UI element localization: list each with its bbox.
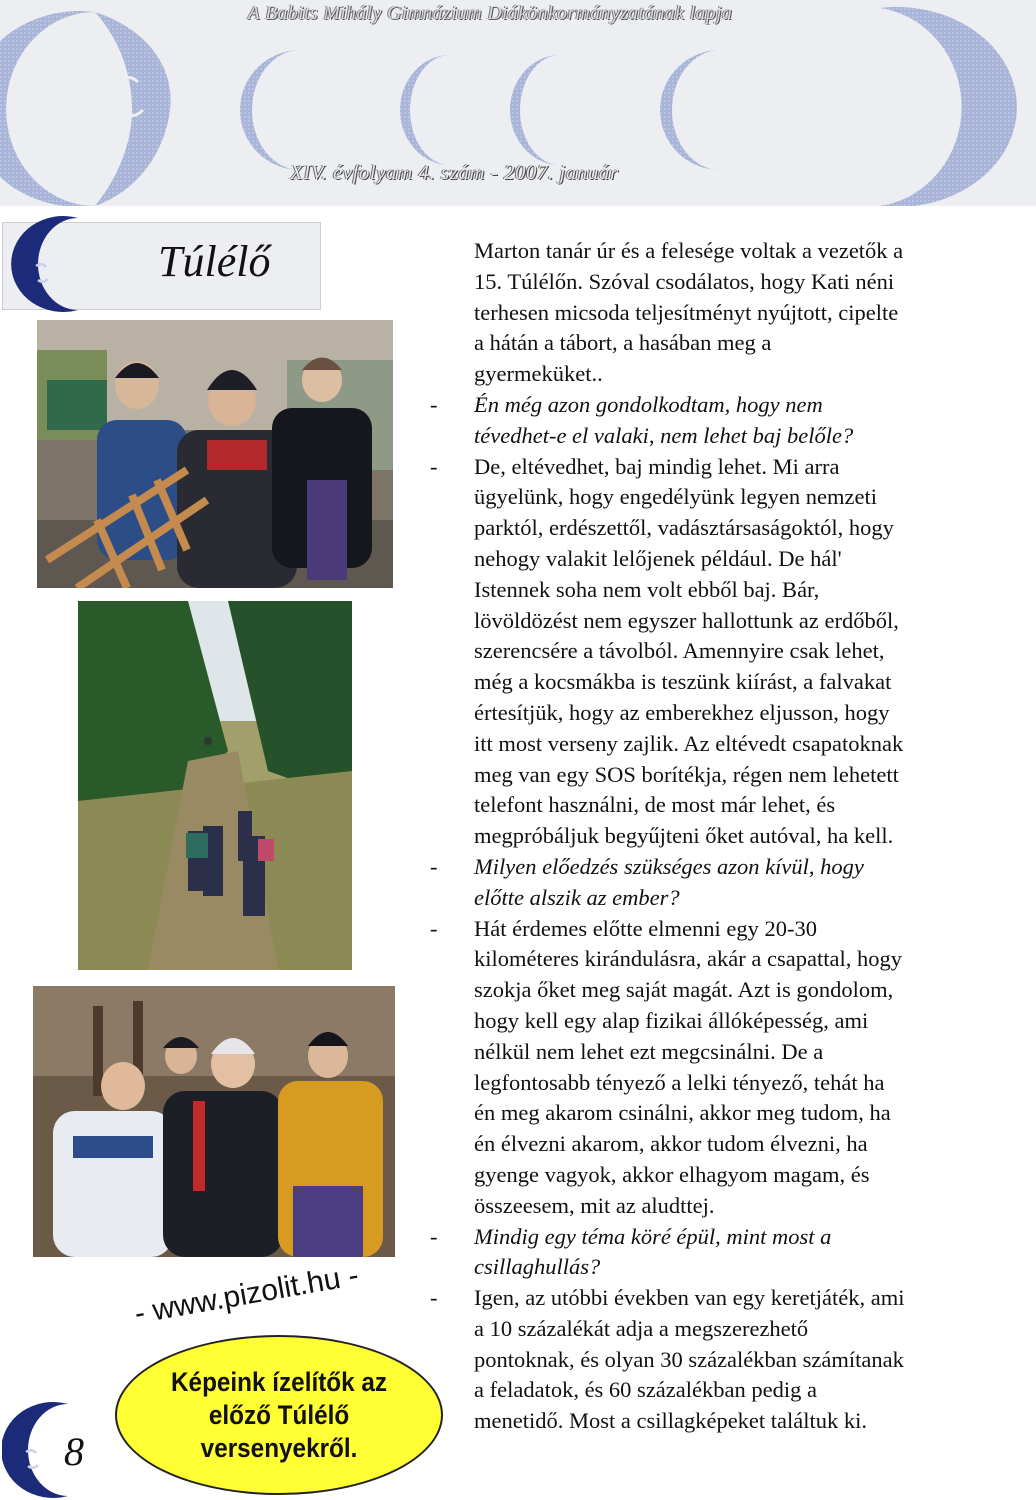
page-number: 8 xyxy=(64,1429,84,1474)
moon-icon xyxy=(8,214,104,314)
answer-2: - Hát érdemes előtte elmenni egy 20-30 kilométeres kirándulásra, akár a csapattal, hogy szokja őket meg saját magát. Azt is gondolom, hogy kell egy alap fizikai állóképesség, ami nélkül nem lehet ezt megcsinálni. De a legfontosabb tényező a lelki tényező, tehát ha én meg akarom csinálni, akkor meg tudom, ha én élvezni akarom, akkor tudom élvezni, ha gyenge vagyok, akkor elhagyom magam, és összeesem, mit az aludttej. xyxy=(430,915,902,1218)
photo-forest-trail xyxy=(78,601,352,970)
answer-3: - Igen, az utóbbi években van egy keretjáték, ami a 10 százalékát adja a megszerezhető pontoknak, és olyan 30 százalékban számítanak a feladatok, és 60 százalékban pedig a menetidő. Most a csillagképeket találtuk ki. xyxy=(430,1285,905,1434)
promo-caption: Képeink ízelítők az előző Túlélő versenyekről. xyxy=(170,1366,388,1463)
website-url: - www.pizolit.hu - xyxy=(132,1258,362,1331)
question-1: - Én még azon gondolkodtam, hogy nem tévedhet-e el valaki, nem lehet baj belőle? xyxy=(430,391,854,448)
article-body xyxy=(430,236,1030,1437)
article-intro: Marton tanár úr és a felesége voltak a vezetők a 15. Túlélőn. Szóval csodálatos, hogy Kati néni terhesen micsoda teljesítményt nyújtott, cipelte a hátán a tábort, a hasában meg a gyermeküket.. xyxy=(474,238,904,387)
question-3: - Mindig egy téma köré épül, mint most a csillaghullás? xyxy=(430,1223,832,1280)
masthead-banner xyxy=(0,0,1036,206)
issue-info: XIV. évfolyam 4. szám - 2007. január xyxy=(290,160,619,184)
masthead-subtitle: A Babits Mihály Gimnázium Diákönkormányzatának lapja xyxy=(247,2,733,24)
promo-bubble xyxy=(115,1335,443,1495)
photo-hikers-sled xyxy=(37,320,393,588)
question-2: - Milyen előedzés szükséges azon kívül, hogy előtte alszik az ember? xyxy=(430,853,864,910)
answer-1: - De, eltévedhet, baj mindig lehet. Mi arra ügyelünk, hogy engedélyünk legyen nemzeti parktól, erdészettől, vadásztársaságoktól, hogy nehogy valakit lelőjenek például. De hál' Istennek soha nem volt ebből baj. Bár, lövöldözést nem egyszer hallottunk az erdőből, szerencsére a távolból. Amennyire csak lehet, még a kocsmákba is teszünk kiírást, a falvakat értesítjük, hogy az emberekhez eljusson, hogy itt most verseny zajlik. Az eltévedt csapatoknak meg van egy SOS borítékja, régen nem lehetett telefont használni, de most már lehet, és megpróbáljuk begyűjteni őket autóval, ha kell. xyxy=(430,453,904,849)
photo-group-hikers xyxy=(33,986,395,1257)
section-title: Túlélő xyxy=(158,237,271,286)
